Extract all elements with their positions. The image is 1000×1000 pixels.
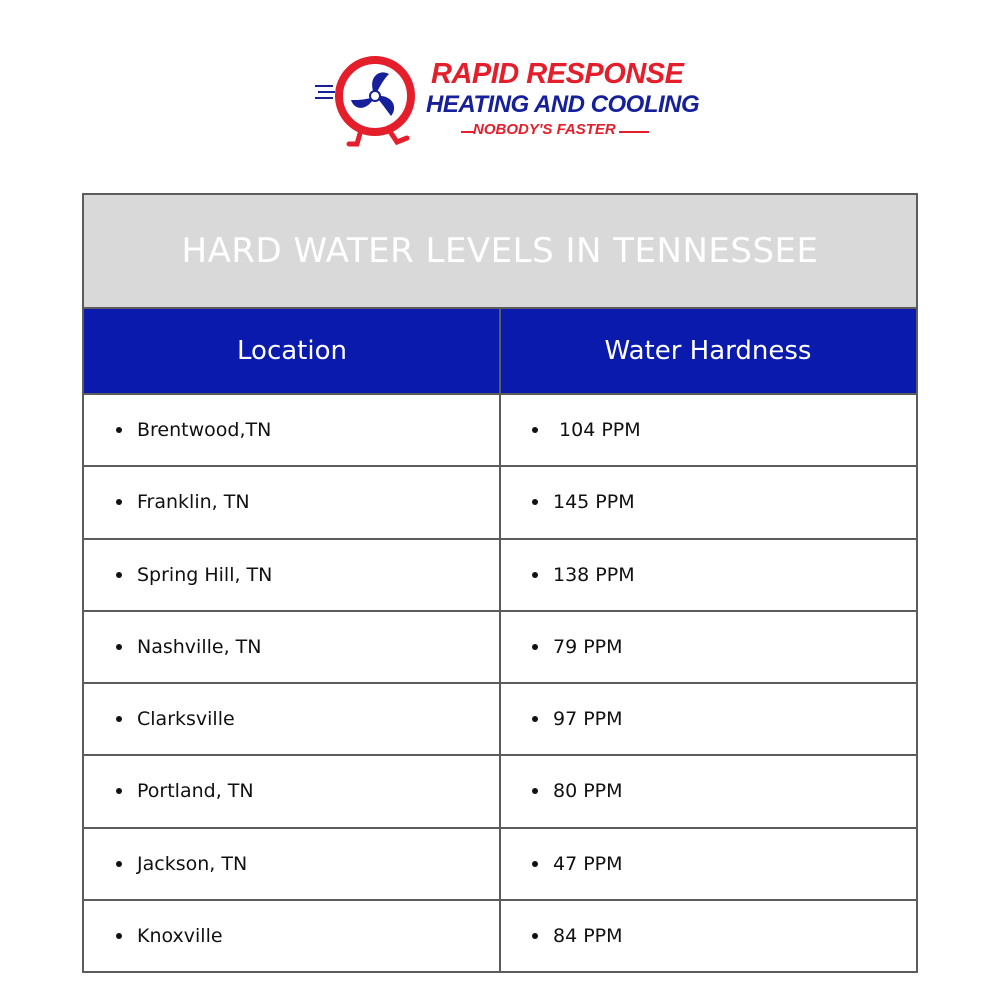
hardness-text: 47 PPM: [553, 852, 623, 875]
hardness-text: 97 PPM: [553, 708, 623, 730]
location-cell: [116, 540, 272, 610]
hardness-cell: [532, 829, 623, 899]
header-location: Location: [237, 336, 347, 366]
table-row: [84, 540, 916, 612]
location-text: Jackson, TN: [137, 852, 248, 875]
tagline-right-dash: [619, 131, 649, 133]
table-row: [84, 612, 916, 684]
hardness-cell: [532, 540, 635, 610]
location-cell: [116, 467, 250, 537]
location-cell: [116, 829, 247, 899]
logo-line-1: RAPID RESPONSE: [431, 58, 684, 90]
location-text: Brentwood,TN: [137, 419, 272, 441]
hardness-text: 104 PPM: [553, 419, 641, 441]
hardness-text: 80 PPM: [553, 780, 623, 803]
hardness-cell: [532, 612, 623, 682]
hardness-cell: [532, 684, 623, 754]
logo-tagline: NOBODY'S FASTER: [473, 121, 616, 138]
location-text: Spring Hill, TN: [137, 563, 273, 586]
location-cell: [116, 612, 261, 682]
hardness-text: 79 PPM: [553, 635, 623, 658]
hardness-cell: [532, 395, 641, 465]
bullet-icon: [116, 861, 122, 867]
bullet-icon: [532, 499, 538, 505]
company-logo: [313, 50, 700, 150]
bullet-icon: [532, 933, 538, 939]
table-row: [84, 901, 916, 973]
bullet-icon: [116, 499, 122, 505]
hard-water-table: [82, 193, 918, 973]
location-cell: [116, 684, 235, 754]
hardness-cell: [532, 467, 635, 537]
table-row: [84, 684, 916, 756]
bullet-icon: [116, 644, 122, 650]
location-cell: [116, 901, 223, 971]
bullet-icon: [116, 572, 122, 578]
location-text: Nashville, TN: [137, 635, 262, 658]
table-body: [84, 395, 916, 973]
hardness-cell: [532, 756, 623, 826]
header-water-hardness: Water Hardness: [604, 336, 812, 366]
hardness-cell: [532, 901, 623, 971]
logo-line-2: HEATING AND COOLING: [426, 91, 700, 118]
bullet-icon: [116, 788, 122, 794]
table-row: [84, 756, 916, 828]
table-title: HARD WATER LEVELS IN TENNESSEE: [84, 195, 916, 309]
location-text: Clarksville: [137, 708, 235, 730]
hardness-text: 145 PPM: [553, 491, 635, 514]
bullet-icon: [116, 427, 122, 433]
location-cell: [116, 756, 254, 826]
bullet-icon: [532, 861, 538, 867]
bullet-icon: [532, 427, 538, 433]
bullet-icon: [116, 933, 122, 939]
bullet-icon: [532, 716, 538, 722]
table-row: [84, 829, 916, 901]
bullet-icon: [116, 716, 122, 722]
bullet-icon: [532, 572, 538, 578]
fan-mascot-icon: [313, 50, 425, 150]
location-cell: [116, 395, 271, 465]
hardness-text: 138 PPM: [553, 563, 635, 586]
table-row: [84, 395, 916, 467]
bullet-icon: [532, 788, 538, 794]
bullet-icon: [532, 644, 538, 650]
hardness-text: 84 PPM: [553, 924, 623, 947]
table-row: [84, 467, 916, 539]
location-text: Knoxville: [137, 924, 223, 947]
location-text: Franklin, TN: [137, 491, 250, 514]
location-text: Portland, TN: [137, 780, 254, 803]
